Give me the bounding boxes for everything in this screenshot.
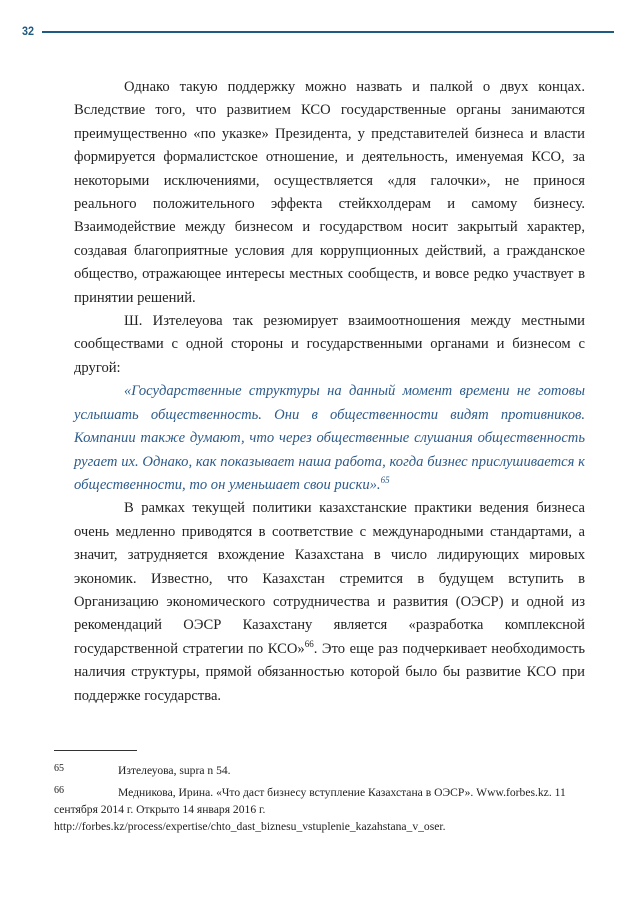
quote-paragraph: [74, 380, 585, 497]
footnote-mark: 65: [54, 763, 64, 774]
footnotes: [54, 760, 594, 838]
page-number: 32: [22, 24, 35, 38]
page-header: [0, 22, 638, 42]
quote-text: «Государственные структуры на данный момент времени не готовы услышать общественность. Они в общественности видят противников. Компании также думают, что через общественные слушания общественность ругает их. Однако, как показывает наша работа, когда бизнес прислушивается к общественности, то он уменьшает свои риски».: [74, 383, 585, 493]
footnote-66: [54, 782, 594, 835]
paragraph-2: Ш. Изтелеуова так резюмирует взаимоотношения между местными сообществами с одной стороны и государственными органами и бизнесом с другой:: [74, 313, 585, 376]
footnote-text: Медникова, Ирина. «Что даст бизнесу вступление Казахстана в ОЭСР». Www.forbes.kz. 11 сентября 2014 г. Открыто 14 января 2016 г. http://forbes.kz/process/expertise/chto_dast_biznesu_vstuplenie_kazahstana_v_oser.: [54, 786, 566, 833]
footnote-ref-66[interactable]: 66: [304, 638, 314, 649]
paragraph-3: [74, 497, 585, 708]
header-rule: [42, 31, 614, 33]
paragraph-3-tail: . Это еще раз подчеркивает необходимость наличия структуры, прямой обязанностью которой было бы развитие КСО при поддержке государства.: [74, 640, 585, 704]
paragraph-3-main: В рамках текущей политики казахстанские практики ведения бизнеса очень медленно приводятся в соответствие с международными стандартами, а значит, затрудняется вхождение Казахстана в число лидирующих мировых экономик. Известно, что Казахстан стремится в будущем вступить в Организацию экономического сотрудничества и развития (ОЭСР) и одной из рекомендаций ОЭСР Казахстану является «разработка комплексной государственной стратегии по КСО»: [74, 500, 585, 657]
main-text: [74, 76, 585, 708]
paragraph-1: Однако такую поддержку можно назвать и палкой о двух концах. Вследствие того, что развитием КСО государственные органы занимаются преимущественно «по указке» Президента, у представителей бизнеса и власти формируется формалистское отношение, и деятельность, именуемая КСО, за некоторыми исключениями, осуществляется «для галочки», не принося реального положительного эффекта стейкхолдерам и самому бизнесу. Взаимодействие между бизнесом и государством носит закрытый характер, создавая благоприятные условия для коррупционных действий, а гражданское общество, отражающее интересы местных сообществ, и вовсе редко участвует в принятии решений.: [74, 79, 585, 306]
footnote-separator: [54, 750, 137, 751]
footnote-ref-65[interactable]: 65: [380, 475, 390, 486]
footnote-text: Изтелеуова, supra n 54.: [118, 764, 231, 777]
footnote-65: [54, 760, 594, 779]
footnote-mark: 66: [54, 785, 64, 796]
